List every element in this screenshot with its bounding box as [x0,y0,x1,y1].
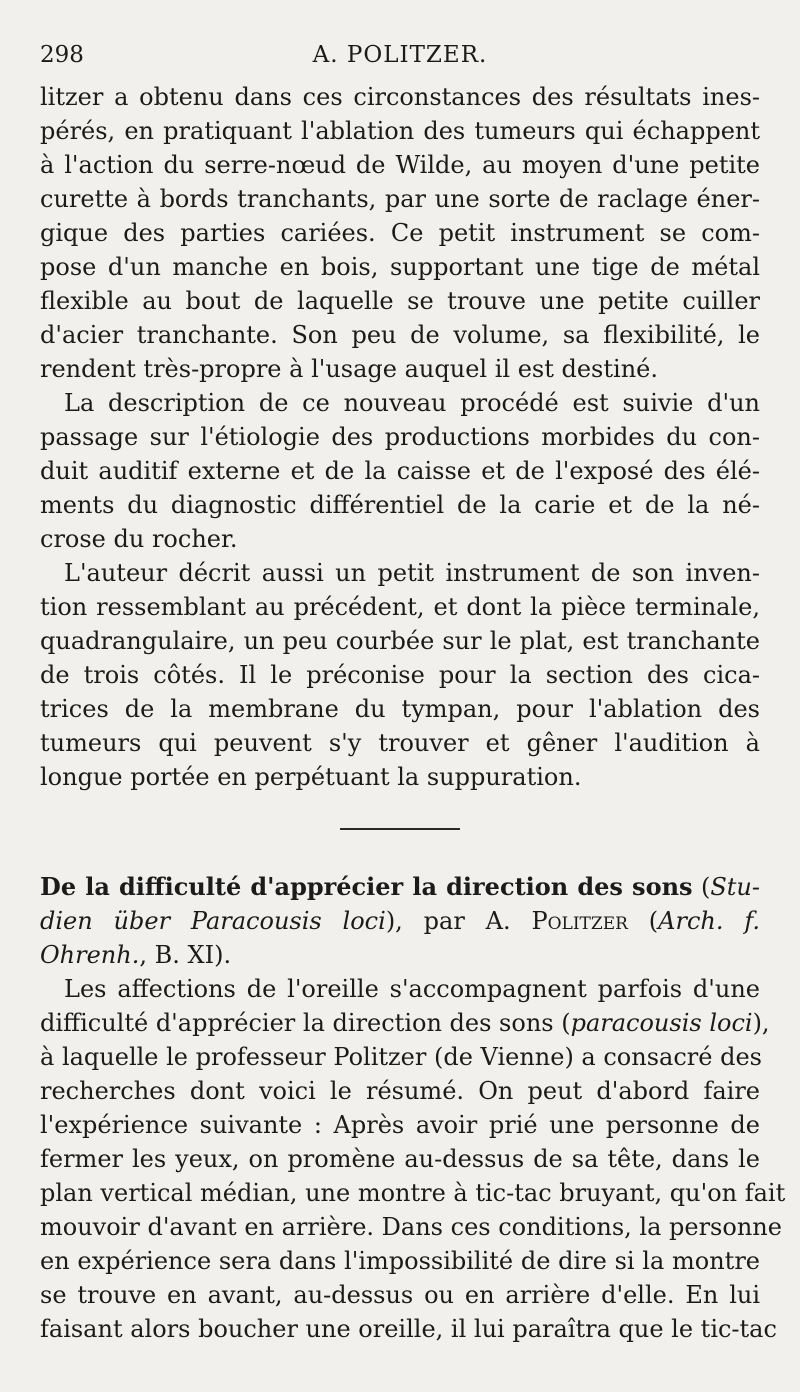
text-line: flexible au bout de laquelle se trouve une petite cuiller [40,287,760,315]
text-line: trices de la membrane du tympan, pour l'ablation des [40,695,760,723]
text-line: passage sur l'étiologie des productions morbides du con- [40,423,760,451]
page-header [40,42,760,76]
text-line: fermer les yeux, on promène au-dessus de sa tête, dans le [40,1145,760,1173]
author-name: Politzer [531,907,628,935]
text-line: tumeurs qui peuvent s'y trouver et gêner l'audition à [40,729,760,757]
text-line: crose du rocher. [40,525,238,553]
text-line: litzer a obtenu dans ces circonstances des résultats ines- [40,83,760,111]
running-title: A. POLITZER. [312,42,488,68]
text-line: rendent très-propre à l'usage auquel il est destiné. [40,355,658,383]
section-2-title-line-3: Ohrenh., B. XI). [40,941,232,969]
page-number: 298 [40,42,84,68]
study-title: dien über Paracousis loci [40,907,386,935]
section-2-body [40,1040,786,1346]
text-line: mouvoir d'avant en arrière. Dans ces conditions, la personne [40,1213,782,1241]
text-line: difficulté d'apprécier la direction des sons (paracousis loci), [40,1009,770,1037]
text-line: La description de ce nouveau procédé est suivie d'un [64,389,760,417]
text-line: recherches dont voici le résumé. On peut d'abord faire [40,1077,760,1105]
section-2 [40,870,786,1346]
text-line: curette à bords tranchants, par une sorte de raclage éner- [40,185,760,213]
text-line: gique des parties cariées. Ce petit instrument se com- [40,219,760,247]
text-line: à l'action du serre-nœud de Wilde, au moyen d'une petite [40,151,760,179]
article-title: De la difficulté d'apprécier la direction des sons [40,872,693,901]
journal-citation: Arch. f. [658,907,760,935]
text-line: duit auditif externe et de la caisse et de l'exposé des élé- [40,457,760,485]
text-line: ments du diagnostic différentiel de la carie et de la né- [40,491,760,519]
text-line: L'auteur décrit aussi un petit instrument de son inven- [64,559,760,587]
section-2-title-line-1: De la difficulté d'apprécier la direction des sons (Stu- [40,872,760,901]
text-line: plan vertical médian, une montre à tic-tac bruyant, qu'on fait [40,1179,786,1207]
text-line: en expérience sera dans l'impossibilité de dire si la montre [40,1247,760,1275]
text-line: pérés, en pratiquant l'ablation des tumeurs qui échappent [40,117,760,145]
text-line: Les affections de l'oreille s'accompagnent parfois d'une [64,975,760,1003]
text-line: faisant alors boucher une oreille, il lui paraîtra que le tic-tac [40,1315,777,1343]
section-1-text [40,80,760,794]
text-line: pose d'un manche en bois, supportant une tige de métal [40,253,760,281]
text-line: l'expérience suivante : Après avoir prié une personne de [40,1111,760,1139]
text-line: se trouve en avant, au-dessus ou en arrière d'elle. En lui [40,1281,760,1309]
text-line: de trois côtés. Il le préconise pour la section des cica- [40,661,760,689]
section-2-title-line-2: dien über Paracousis loci), par A. Politzer (Arch. f. [40,907,760,935]
text-line: longue portée en perpétuant la suppuration. [40,763,582,791]
text-line: à laquelle le professeur Politzer (de Vienne) a consacré des [40,1043,762,1071]
section-divider [340,828,460,830]
text-line: quadrangulaire, un peu courbée sur le plat, est tranchante [40,627,760,655]
text-line: tion ressemblant au précédent, et dont la pièce terminale, [40,593,760,621]
text-line: d'acier tranchante. Son peu de volume, sa flexibilité, le [40,321,760,349]
